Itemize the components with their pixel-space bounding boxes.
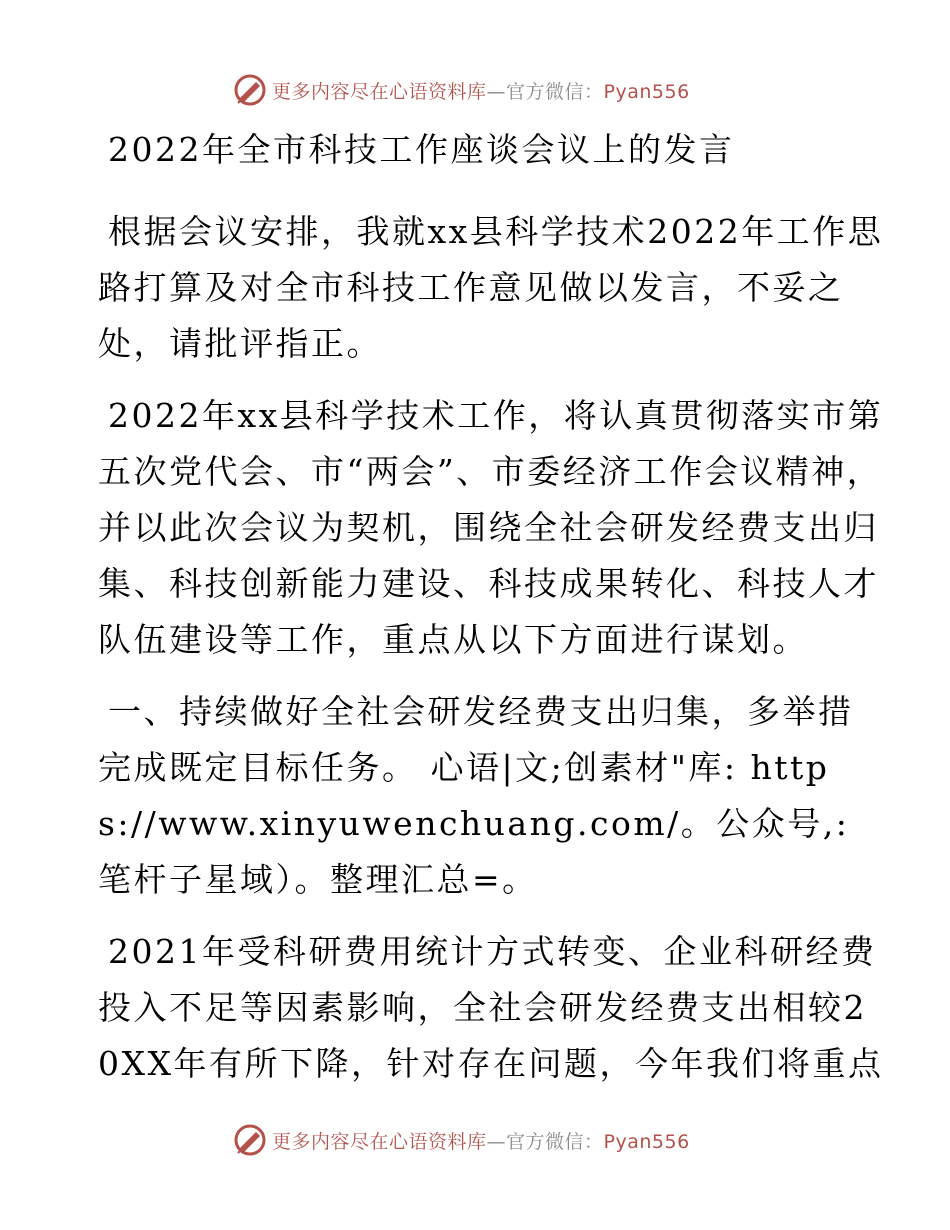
pen-logo-icon <box>232 72 268 108</box>
document-title: 2022年全市科技工作座谈会议上的发言 <box>108 130 735 169</box>
paragraph-1: 根据会议安排，我就xx县科学技术2022年工作思路打算及对全市科技工作意见做以发言，不妥之处，请批评指正。 <box>98 212 884 363</box>
banner-wechat-label: 官方微信： <box>506 1130 604 1153</box>
pen-logo-icon <box>232 1122 268 1158</box>
banner-text <box>272 1127 690 1154</box>
paragraph-4: 2021年受科研费用统计方式转变、企业科研经费投入不足等因素影响，全社会研发经费支出相较20XX年有所下降，针对存在问题，今年我们将重点 <box>98 932 884 1083</box>
document-body <box>98 122 888 1108</box>
banner-text <box>272 77 690 104</box>
banner-wechat-id: Pyan556 <box>603 1130 690 1153</box>
paragraph-3: 一、持续做好全社会研发经费支出归集，多举措完成既定目标任务。 心语|文;创素材"库: https://www.xinyuwenchuang.com/。公众号,: 笔杆子星域）。整理汇总=。 <box>98 692 854 899</box>
banner-site-text: 更多内容尽在心语资料库 <box>272 80 487 103</box>
banner-wechat-id: Pyan556 <box>603 80 690 103</box>
banner-site-text: 更多内容尽在心语资料库 <box>272 1130 487 1153</box>
header-banner <box>232 70 690 110</box>
banner-dash: — <box>486 1130 507 1153</box>
paragraph-2: 2022年xx县科学技术工作，将认真贯彻落实市第五次党代会、市“两会”、市委经济工作会议精神，并以此次会议为契机，围绕全社会研发经费支出归集、科技创新能力建设、科技成果转化、科技人才队伍建设等工作，重点从以下方面进行谋划。 <box>98 396 884 659</box>
banner-dash: — <box>486 80 507 103</box>
banner-wechat-label: 官方微信： <box>506 80 604 103</box>
footer-banner <box>232 1120 690 1160</box>
